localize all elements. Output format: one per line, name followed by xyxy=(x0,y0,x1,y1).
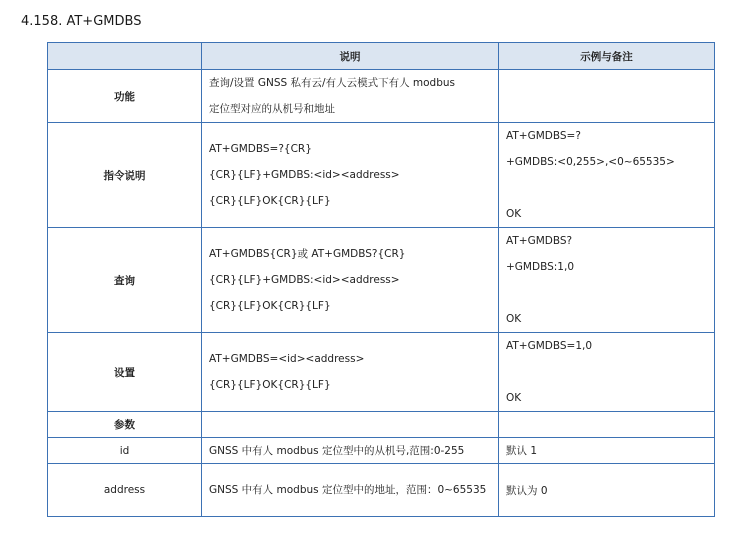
set-ex-blank xyxy=(506,359,707,385)
params-description-empty xyxy=(202,412,499,438)
function-desc-line-2: 定位型对应的从机号和地址 xyxy=(209,103,335,115)
row-param-address xyxy=(48,464,715,517)
query-desc-line-3: {CR}{LF}OK{CR}{LF} xyxy=(209,300,331,312)
query-label: 查询 xyxy=(48,228,202,333)
param-address-desc-text: GNSS 中有人 modbus 定位型中的地址，范围：0~65535 xyxy=(209,484,487,496)
set-label: 设置 xyxy=(48,333,202,412)
param-id-label: id xyxy=(48,438,202,464)
instruction-description xyxy=(202,123,499,228)
header-empty xyxy=(48,43,202,70)
function-description xyxy=(202,70,499,123)
param-address-label: address xyxy=(48,464,202,517)
instruction-label: 指令说明 xyxy=(48,123,202,228)
instruction-ex-line-3: OK xyxy=(506,208,522,220)
set-desc-line-1: AT+GMDBS=<id><address> xyxy=(209,353,365,365)
section-heading: 4.158. AT+GMDBS xyxy=(21,14,142,29)
query-desc-line-1: AT+GMDBS{CR}或 AT+GMDBS?{CR} xyxy=(209,248,406,260)
function-example xyxy=(499,70,715,123)
header-description: 说明 xyxy=(202,43,499,70)
at-command-table xyxy=(47,42,715,517)
row-instruction xyxy=(48,123,715,228)
set-example xyxy=(499,333,715,412)
set-desc-line-2: {CR}{LF}OK{CR}{LF} xyxy=(209,379,331,391)
param-address-example: 默认为 0 xyxy=(499,464,715,517)
table-header-row xyxy=(48,43,715,70)
function-label: 功能 xyxy=(48,70,202,123)
set-ex-line-1: AT+GMDBS=1,0 xyxy=(506,340,593,352)
query-ex-line-1: AT+GMDBS? xyxy=(506,235,573,247)
query-desc-line-2: {CR}{LF}+GMDBS:<id><address> xyxy=(209,274,400,286)
set-ex-line-2: OK xyxy=(506,392,522,404)
param-address-description xyxy=(202,464,499,517)
instruction-example xyxy=(499,123,715,228)
query-example xyxy=(499,228,715,333)
query-ex-blank xyxy=(506,280,707,306)
instruction-ex-line-2: +GMDBS:<0,255>,<0~65535> xyxy=(506,156,675,168)
query-description xyxy=(202,228,499,333)
param-id-example: 默认 1 xyxy=(499,438,715,464)
instruction-ex-line-1: AT+GMDBS=? xyxy=(506,130,581,142)
instruction-desc-line-1: AT+GMDBS=?{CR} xyxy=(209,143,312,155)
query-ex-line-2: +GMDBS:1,0 xyxy=(506,261,574,273)
row-query xyxy=(48,228,715,333)
params-label: 参数 xyxy=(48,412,202,438)
header-example: 示例与备注 xyxy=(499,43,715,70)
instruction-desc-line-2: {CR}{LF}+GMDBS:<id><address> xyxy=(209,169,400,181)
query-ex-line-3: OK xyxy=(506,313,522,325)
instruction-ex-blank xyxy=(506,175,707,201)
param-id-description: GNSS 中有人 modbus 定位型中的从机号,范围:0-255 xyxy=(202,438,499,464)
set-description xyxy=(202,333,499,412)
params-example-empty xyxy=(499,412,715,438)
instruction-desc-line-3: {CR}{LF}OK{CR}{LF} xyxy=(209,195,331,207)
row-set xyxy=(48,333,715,412)
function-desc-line-1: 查询/设置 GNSS 私有云/有人云模式下有人 modbus xyxy=(209,77,456,89)
row-param-id xyxy=(48,438,715,464)
row-function xyxy=(48,70,715,123)
row-params xyxy=(48,412,715,438)
